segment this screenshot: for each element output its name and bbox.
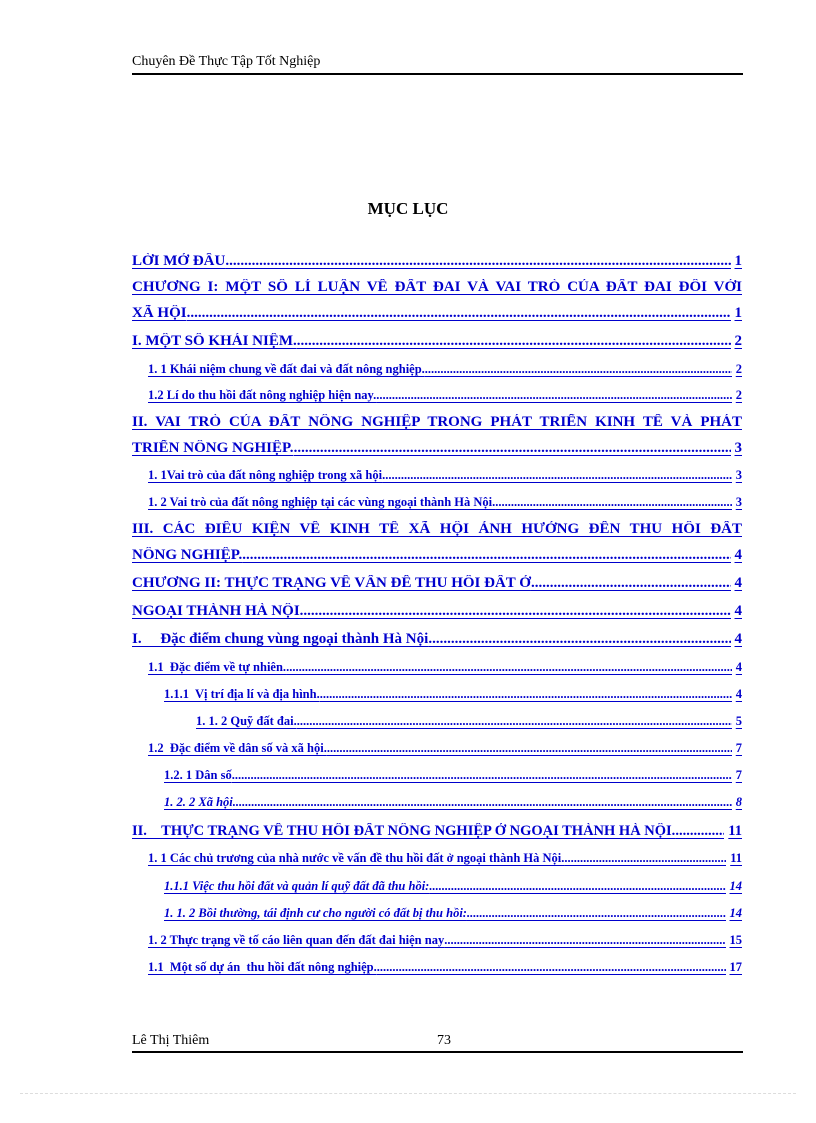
page-header bbox=[132, 53, 743, 75]
toc-entry[interactable]: 1.1.1 Việc thu hồi đất và quản lí quỹ đất đã thu hồi: ..... 14 bbox=[164, 879, 742, 894]
footer-author: Lê Thị Thiêm bbox=[132, 1033, 210, 1048]
page-edge-divider bbox=[20, 1093, 796, 1094]
toc-entry[interactable]: 1.2 Đặc điểm về dân số và xã hội. ..... 7 bbox=[148, 741, 742, 756]
toc-entry[interactable]: 1.2. 1 Dân số ..... 7 bbox=[164, 768, 742, 783]
footer-page-number: 73 bbox=[437, 1033, 451, 1048]
toc-entry[interactable]: II. VAI TRÒ CỦA ĐẤT NÔNG NGHIỆP TRONG PHÁT TRIỂN KINH TẾ VÀ PHÁT bbox=[132, 414, 742, 430]
toc-entry[interactable]: LỜI MỞ ĐẦU ..... 1 bbox=[132, 253, 742, 270]
toc-entry[interactable]: CHƯƠNG I: MỘT SỐ LÍ LUẬN VỀ ĐẤT ĐAI VÀ VAI TRÒ CỦA ĐẤT ĐAI ĐỐI VỚI bbox=[132, 279, 742, 295]
toc-entry[interactable]: II. THỰC TRẠNG VỀ THU HỒI ĐẤT NÔNG NGHIỆP Ở NGOẠI THÀNH HÀ NỘI. ..... 11 bbox=[132, 823, 742, 840]
toc-entry[interactable]: 1. 1 Khái niệm chung về đất đai và đất nông nghiệp. ..... 2 bbox=[148, 362, 742, 377]
toc-entry[interactable]: 1. 2 Vai trò của đất nông nghiệp tại các vùng ngoại thành Hà Nội. ..... 3 bbox=[148, 495, 742, 510]
toc-entry[interactable]: 1. 1. 2 Quỹ đất đai. ..... 5 bbox=[196, 714, 742, 729]
toc-entry[interactable]: NGOẠI THÀNH HÀ NỘI. ..... 4 bbox=[132, 603, 742, 620]
header-title: Chuyên Đề Thực Tập Tốt Nghiệp bbox=[132, 54, 321, 69]
toc-entry[interactable]: 1. 2 Thực trạng về tố cáo liên quan đến đất đai hiện nay ..... 15 bbox=[148, 933, 742, 948]
toc-entry[interactable]: 1.1 Đặc điểm về tự nhiên. ..... 4 bbox=[148, 660, 742, 675]
page-footer bbox=[132, 1033, 743, 1053]
toc-entry[interactable]: 1. 2. 2 Xã hội ..... 8 bbox=[164, 795, 742, 810]
toc-entry[interactable]: 1. 1. 2 Bồi thường, tái định cư cho người có đất bị thu hồi: ..... 14 bbox=[164, 906, 742, 921]
toc-entry[interactable]: 1.2 Lí do thu hồi đất nông nghiệp hiện nay. ..... 2 bbox=[148, 388, 742, 403]
toc-entry[interactable]: I. MỘT SỐ KHÁI NIỆM. ..... 2 bbox=[132, 333, 742, 350]
toc-entry[interactable]: TRIỂN NÔNG NGHIỆP. ..... 3 bbox=[132, 440, 742, 457]
toc-entry[interactable]: NÔNG NGHIỆP. ..... 4 bbox=[132, 547, 742, 564]
toc-entry[interactable]: III. CÁC ĐIỀU KIỆN VỀ KINH TẾ XÃ HỘI ẢNH HƯỞNG ĐẾN THU HỒI ĐẤT bbox=[132, 521, 742, 537]
toc-entry[interactable]: XÃ HỘI ..... 1 bbox=[132, 305, 742, 322]
toc-entry[interactable]: I. Đặc điểm chung vùng ngoại thành Hà Nội ..... 4 bbox=[132, 631, 742, 648]
toc-entry[interactable]: 1. 1 Các chủ trương của nhà nước về vấn đề thu hồi đất ở ngoại thành Hà Nội. ..... 11 bbox=[148, 851, 742, 866]
toc-entry[interactable]: 1.1 Một số dự án thu hồi đất nông nghiệp. ..... 17 bbox=[148, 960, 742, 975]
toc-entry[interactable]: CHƯƠNG II: THỰC TRẠNG VỀ VẤN ĐỀ THU HỒI ĐẤT Ở ..... 4 bbox=[132, 575, 742, 592]
page-title: MỤC LỤC bbox=[367, 199, 449, 218]
toc-entry[interactable]: 1. 1Vai trò của đất nông nghiệp trong xã hội ..... 3 bbox=[148, 468, 742, 483]
toc-entry[interactable]: 1.1.1 Vị trí địa lí và địa hình. ..... 4 bbox=[164, 687, 742, 702]
